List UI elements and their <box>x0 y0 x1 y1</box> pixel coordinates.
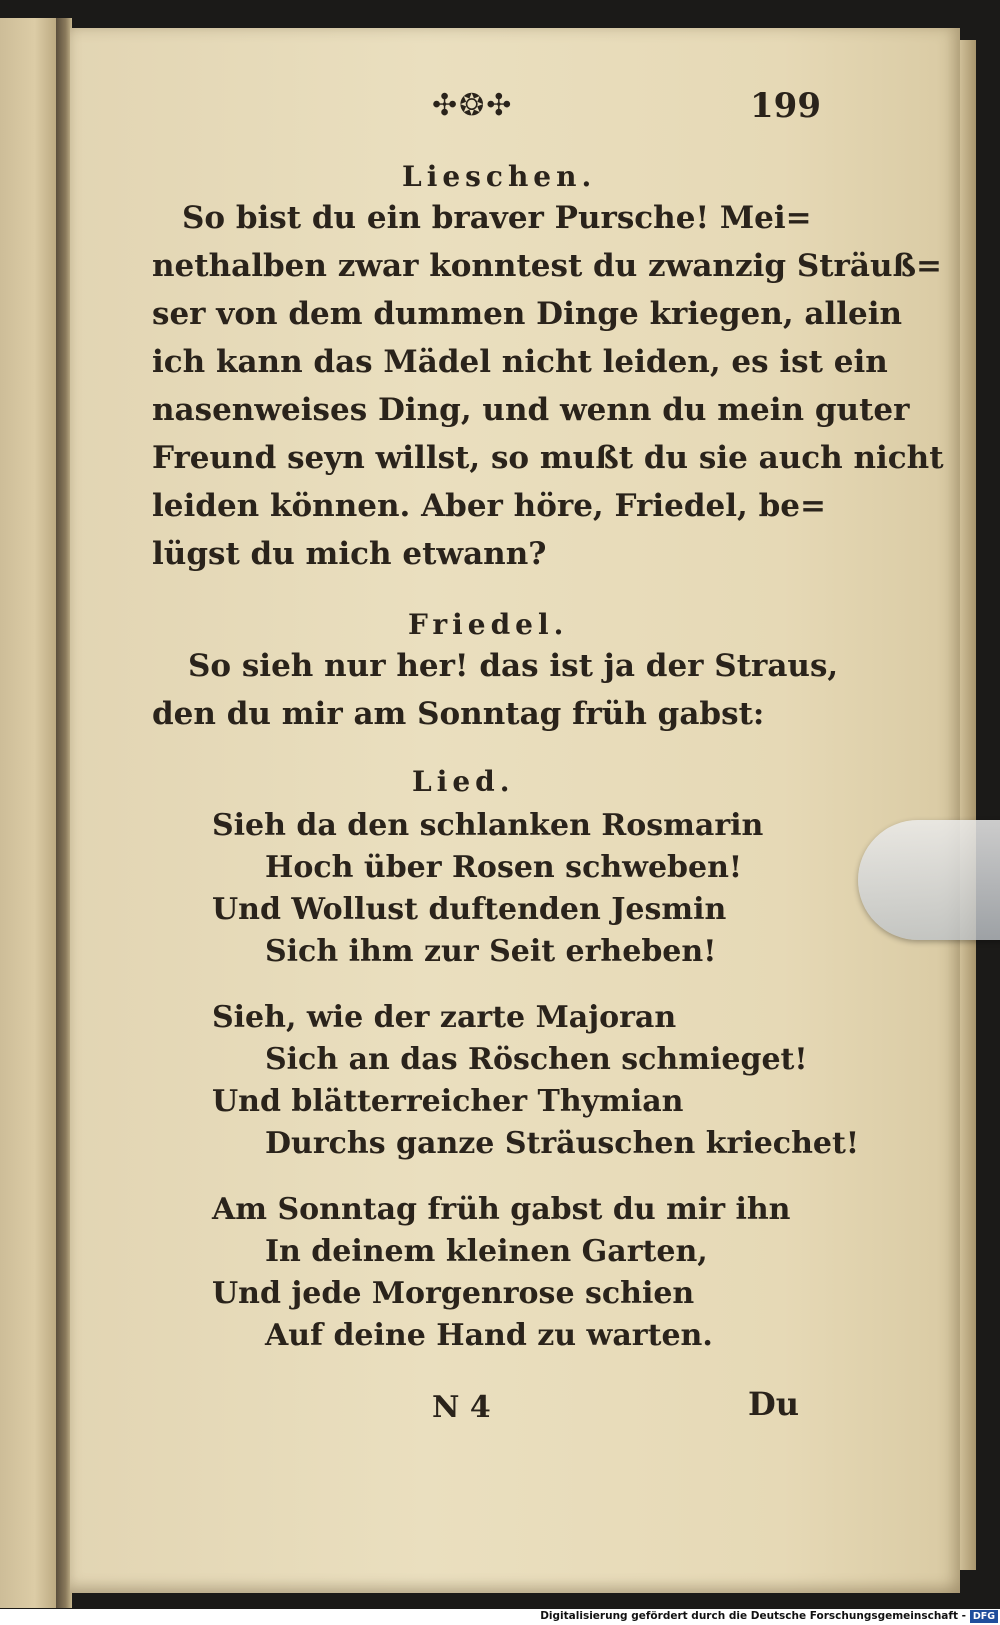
prose-line: ser von dem dummen Dinge kriegen, allein <box>152 296 903 332</box>
verse-line: Auf deine Hand zu warten. <box>265 1318 713 1353</box>
verse-line: In deinem kleinen Garten, <box>265 1234 708 1269</box>
prose-line: nethalben zwar konntest du zwanzig Sträuß= <box>152 248 943 284</box>
prose-line: nasenweises Ding, und wenn du mein guter <box>152 392 910 428</box>
speaker-lieschen: Lieschen. <box>402 160 597 193</box>
verse-line: Und jede Morgenrose schien <box>212 1276 695 1311</box>
dfg-logo: DFG <box>970 1610 998 1623</box>
prose-line: leiden können. Aber höre, Friedel, be= <box>152 488 826 524</box>
song-title: Lied. <box>412 765 515 798</box>
prose-line: So sieh nur her! das ist ja der Straus, <box>188 648 839 684</box>
header-ornament: ✣❂✣ <box>432 88 514 123</box>
prose-line: lügst du mich etwann? <box>152 536 547 572</box>
prose-line: Freund seyn willst, so mußt du sie auch nicht <box>152 440 944 476</box>
page-number: 199 <box>750 86 821 126</box>
verse-line: Und Wollust duftenden Jesmin <box>212 892 727 927</box>
verse-line: Sieh da den schlanken Rosmarin <box>212 808 764 843</box>
facing-page-edge <box>0 18 58 1608</box>
verse-line: Sich an das Röschen schmieget! <box>265 1042 808 1077</box>
verse-line: Sich ihm zur Seit erheben! <box>265 934 717 969</box>
speaker-friedel: Friedel. <box>408 608 569 641</box>
prose-line: ich kann das Mädel nicht leiden, es ist ein <box>152 344 888 380</box>
footer-credit: Digitalisierung gefördert durch die Deutsche Forschungsgemeinschaft - <box>540 1610 966 1622</box>
catchword: Du <box>748 1385 800 1423</box>
verse-line: Hoch über Rosen schweben! <box>265 850 743 885</box>
signature-mark: N 4 <box>432 1390 491 1425</box>
page-clip <box>858 820 1000 940</box>
verse-line: Sieh, wie der zarte Majoran <box>212 1000 677 1035</box>
prose-line: So bist du ein braver Pursche! Mei= <box>182 200 812 236</box>
prose-line: den du mir am Sonntag früh gabst: <box>152 696 765 732</box>
verse-line: Am Sonntag früh gabst du mir ihn <box>212 1192 791 1227</box>
page-edge <box>960 40 976 1570</box>
verse-line: Und blätterreicher Thymian <box>212 1084 684 1119</box>
verse-line: Durchs ganze Sträuschen kriechet! <box>265 1126 859 1161</box>
